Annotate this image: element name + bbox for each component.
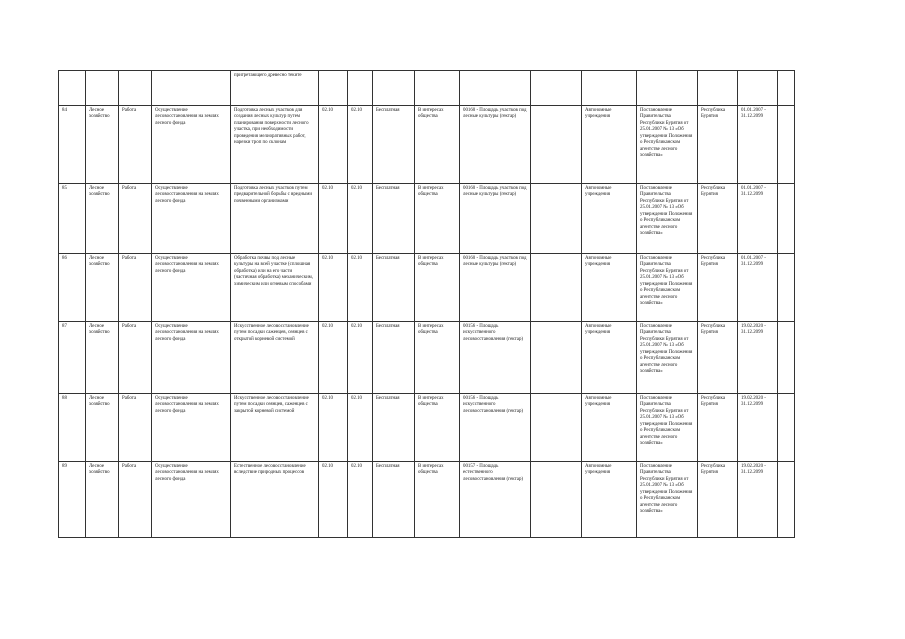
cell-service-name: Осуществление лесовосстановления на землях лесного фонда bbox=[152, 106, 231, 184]
cell-legal-basis bbox=[637, 71, 698, 106]
cell-row-number: 87 bbox=[59, 322, 86, 394]
cell-quality-indicator bbox=[531, 462, 582, 538]
table-row bbox=[59, 462, 795, 538]
cell-institution-type: Автономные учреждения bbox=[582, 184, 637, 254]
cell-validity-period: 01.01.2007 - 31.12.2099 bbox=[738, 106, 778, 184]
cell-legal-basis: Постановление Правительства Республики Бурятия от 25.01.2007 № 13 «Об утверждении Положения о Республиканском агентстве лесного хозяйства» bbox=[637, 394, 698, 462]
cell-okved-code-2 bbox=[348, 71, 373, 106]
cell-extra bbox=[778, 71, 795, 106]
cell-sector: Лесное хозяйство bbox=[86, 462, 119, 538]
cell-work-content: Искусственное лесовосстановление путем посадки саженцев, сеянцев с открытой корневой системой bbox=[231, 322, 319, 394]
cell-legal-basis: Постановление Правительства Республики Бурятия от 25.01.2007 № 13 «Об утверждении Положения о Республиканском агентстве лесного хозяйства» bbox=[637, 322, 698, 394]
table-row bbox=[59, 71, 795, 106]
cell-okved-code-2: 02.10 bbox=[348, 394, 373, 462]
cell-payment: Бесплатная bbox=[373, 322, 415, 394]
cell-consumers: В интересах общества bbox=[415, 254, 460, 322]
cell-legal-basis: Постановление Правительства Республики Бурятия от 25.01.2007 № 13 «Об утверждении Положения о Республиканском агентстве лесного хозяйства» bbox=[637, 462, 698, 538]
cell-quality-indicator bbox=[531, 184, 582, 254]
cell-work-content: Подготовка лесных участков для создания лесных культур путем планирования поверхности лесного участка, при необходимости проведения мелиоративных работ, нарезки троп по склонам bbox=[231, 106, 319, 184]
cell-okved-code-2: 02.10 bbox=[348, 254, 373, 322]
cell-validity-period: 01.01.2007 - 31.12.2099 bbox=[738, 184, 778, 254]
cell-extra bbox=[778, 184, 795, 254]
cell-okved-code: 02.10 bbox=[319, 254, 348, 322]
cell-validity-period: 19.02.2020 - 31.12.2099 bbox=[738, 394, 778, 462]
cell-extra bbox=[778, 254, 795, 322]
cell-region: Республика Бурятия bbox=[698, 254, 738, 322]
cell-sector: Лесное хозяйство bbox=[86, 322, 119, 394]
cell-consumers bbox=[415, 71, 460, 106]
cell-consumers: В интересах общества bbox=[415, 106, 460, 184]
cell-row-number: 89 bbox=[59, 462, 86, 538]
cell-okved-code-2: 02.10 bbox=[348, 322, 373, 394]
cell-okved-code: 02.10 bbox=[319, 462, 348, 538]
cell-row-number: 86 bbox=[59, 254, 86, 322]
cell-service-name: Осуществление лесовосстановления на землях лесного фонда bbox=[152, 322, 231, 394]
cell-row-number: 85 bbox=[59, 184, 86, 254]
cell-region: Республика Бурятия bbox=[698, 462, 738, 538]
cell-quality-indicator bbox=[531, 322, 582, 394]
cell-service-name: Осуществление лесовосстановления на землях лесного фонда bbox=[152, 254, 231, 322]
cell-work-content: Обработка почвы под лесные культуры на всей участке (сплошная обработка) или на его части (частичная обработка) механическим, химическим или огневым способами bbox=[231, 254, 319, 322]
cell-volume-indicator: 00156 - Площадь искусственного лесовосстановления (гектар) bbox=[460, 394, 531, 462]
cell-region: Республика Бурятия bbox=[698, 322, 738, 394]
cell-institution-type: Автономные учреждения bbox=[582, 462, 637, 538]
cell-type: Работа bbox=[119, 394, 152, 462]
cell-payment: Бесплатная bbox=[373, 394, 415, 462]
cell-type: Работа bbox=[119, 184, 152, 254]
cell-service-name: Осуществление лесовосстановления на землях лесного фонда bbox=[152, 394, 231, 462]
cell-type: Работа bbox=[119, 462, 152, 538]
cell-service-name: Осуществление лесовосстановления на землях лесного фонда bbox=[152, 462, 231, 538]
cell-extra bbox=[778, 394, 795, 462]
cell-type: Работа bbox=[119, 322, 152, 394]
cell-region: Республика Бурятия bbox=[698, 184, 738, 254]
cell-volume-indicator: 00160 - Площадь участков под лесные культуры (гектар) bbox=[460, 184, 531, 254]
cell-okved-code-2: 02.10 bbox=[348, 462, 373, 538]
cell-work-content: пригретающего древесно теките bbox=[231, 71, 319, 106]
cell-institution-type: Автономные учреждения bbox=[582, 322, 637, 394]
table-row bbox=[59, 322, 795, 394]
cell-work-content: Естественное лесовосстановление вследствие природных процессов bbox=[231, 462, 319, 538]
cell-okved-code: 02.10 bbox=[319, 106, 348, 184]
cell-extra bbox=[778, 322, 795, 394]
cell-region bbox=[698, 71, 738, 106]
cell-consumers: В интересах общества bbox=[415, 462, 460, 538]
cell-sector: Лесное хозяйство bbox=[86, 106, 119, 184]
cell-payment: Бесплатная bbox=[373, 184, 415, 254]
cell-okved-code-2: 02.10 bbox=[348, 106, 373, 184]
cell-legal-basis: Постановление Правительства Республики Бурятия от 25.01.2007 № 13 «Об утверждении Положения о Республиканском агентстве лесного хозяйства» bbox=[637, 184, 698, 254]
cell-region: Республика Бурятия bbox=[698, 394, 738, 462]
cell-institution-type: Автономные учреждения bbox=[582, 106, 637, 184]
cell-work-content: Подготовка лесных участков путем предварительной борьбы с вредными почвенными организмами bbox=[231, 184, 319, 254]
cell-okved-code: 02.10 bbox=[319, 394, 348, 462]
cell-service-name: Осуществление лесовосстановления на землях лесного фонда bbox=[152, 184, 231, 254]
cell-validity-period bbox=[738, 71, 778, 106]
table-row bbox=[59, 184, 795, 254]
cell-volume-indicator: 00160 - Площадь участков под лесные культуры (гектар) bbox=[460, 106, 531, 184]
cell-sector: Лесное хозяйство bbox=[86, 184, 119, 254]
cell-volume-indicator: 00156 - Площадь искусственного лесовосстановления (гектар) bbox=[460, 322, 531, 394]
cell-payment: Бесплатная bbox=[373, 462, 415, 538]
cell-quality-indicator bbox=[531, 394, 582, 462]
cell-volume-indicator: 00160 - Площадь участков под лесные культуры (гектар) bbox=[460, 254, 531, 322]
cell-okved-code: 02.10 bbox=[319, 322, 348, 394]
table-row bbox=[59, 106, 795, 184]
cell-row-number: 88 bbox=[59, 394, 86, 462]
cell-sector: Лесное хозяйство bbox=[86, 254, 119, 322]
cell-service-name bbox=[152, 71, 231, 106]
cell-extra bbox=[778, 462, 795, 538]
cell-institution-type: Автономные учреждения bbox=[582, 254, 637, 322]
cell-institution-type: Автономные учреждения bbox=[582, 394, 637, 462]
cell-sector bbox=[86, 71, 119, 106]
cell-okved-code bbox=[319, 71, 348, 106]
cell-extra bbox=[778, 106, 795, 184]
cell-okved-code-2: 02.10 bbox=[348, 184, 373, 254]
cell-validity-period: 19.02.2020 - 31.12.2099 bbox=[738, 462, 778, 538]
cell-quality-indicator bbox=[531, 106, 582, 184]
cell-sector: Лесное хозяйство bbox=[86, 394, 119, 462]
cell-institution-type bbox=[582, 71, 637, 106]
cell-quality-indicator bbox=[531, 254, 582, 322]
cell-row-number: 84 bbox=[59, 106, 86, 184]
cell-legal-basis: Постановление Правительства Республики Бурятия от 25.01.2007 № 13 «Об утверждении Положения о Республиканском агентстве лесного хозяйства» bbox=[637, 106, 698, 184]
cell-payment: Бесплатная bbox=[373, 254, 415, 322]
cell-validity-period: 01.01.2007 - 31.12.2099 bbox=[738, 254, 778, 322]
cell-volume-indicator bbox=[460, 71, 531, 106]
cell-payment bbox=[373, 71, 415, 106]
cell-volume-indicator: 00157 - Площадь естественного лесовосстановления (гектар) bbox=[460, 462, 531, 538]
cell-okved-code: 02.10 bbox=[319, 184, 348, 254]
cell-region: Республика Бурятия bbox=[698, 106, 738, 184]
cell-work-content: Искусственное лесовосстановление путем посадки сеянцев, саженцев с закрытой корневой системой bbox=[231, 394, 319, 462]
cell-type: Работа bbox=[119, 106, 152, 184]
cell-type bbox=[119, 71, 152, 106]
cell-type: Работа bbox=[119, 254, 152, 322]
services-register-table bbox=[58, 70, 795, 538]
cell-consumers: В интересах общества bbox=[415, 184, 460, 254]
cell-payment: Бесплатная bbox=[373, 106, 415, 184]
cell-legal-basis: Постановление Правительства Республики Бурятия от 25.01.2007 № 13 «Об утверждении Положения о Республиканском агентстве лесного хозяйства» bbox=[637, 254, 698, 322]
cell-consumers: В интересах общества bbox=[415, 322, 460, 394]
table-row bbox=[59, 394, 795, 462]
cell-quality-indicator bbox=[531, 71, 582, 106]
cell-validity-period: 19.02.2020 - 31.12.2099 bbox=[738, 322, 778, 394]
cell-consumers: В интересах общества bbox=[415, 394, 460, 462]
cell-row-number bbox=[59, 71, 86, 106]
table-row bbox=[59, 254, 795, 322]
